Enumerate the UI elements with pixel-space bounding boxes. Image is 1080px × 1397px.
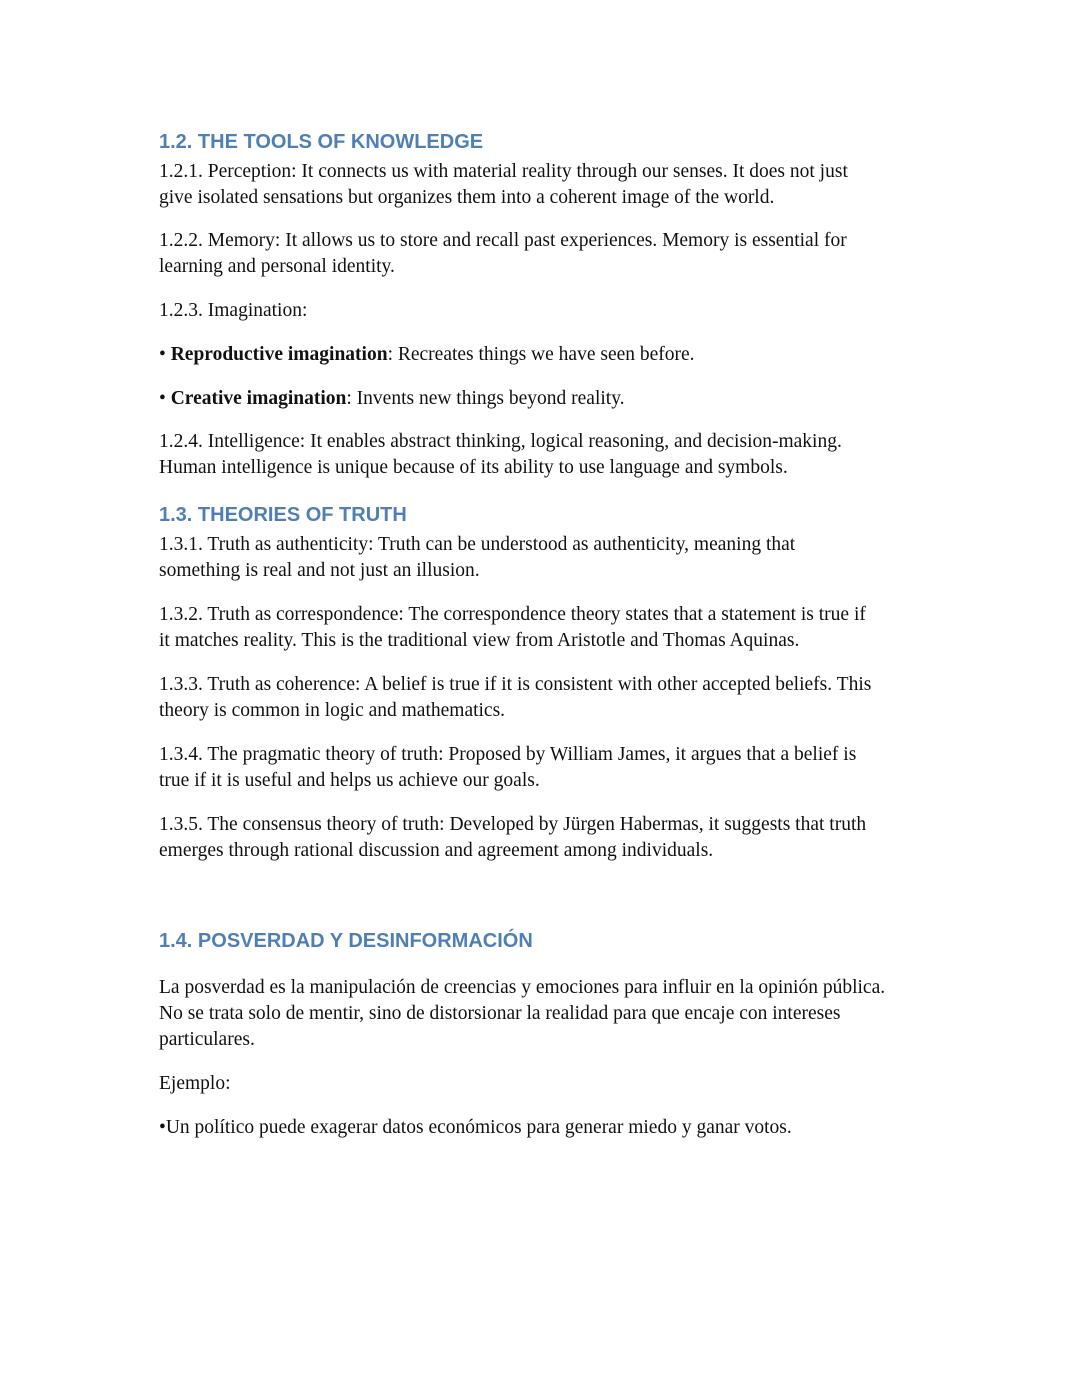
paragraph-line: 1.2.2. Memory: It allows us to store and recall past experiences. Memory is essential for — [159, 230, 847, 251]
paragraph-line: 1.2.4. Intelligence: It enables abstract thinking, logical reasoning, and decision-making. — [159, 431, 842, 452]
bullet-term: Creative imagination — [170, 388, 347, 409]
paragraph-memory — [159, 228, 847, 280]
paragraph-imagination: 1.2.3. Imagination: — [159, 300, 308, 321]
paragraph-line: Human intelligence is unique because of its ability to use language and symbols. — [159, 457, 788, 478]
paragraph-truth-correspondence — [159, 602, 866, 654]
paragraph-line: No se trata solo de mentir, sino de distorsionar la realidad para que encaje con intereses — [159, 1003, 841, 1024]
paragraph-truth-authenticity — [159, 532, 795, 584]
bullet-text: : Invents new things beyond reality. — [346, 388, 625, 409]
bullet-glyph: • — [159, 344, 171, 365]
paragraph-posverdad — [159, 975, 885, 1053]
paragraph-line: true if it is useful and helps us achieve our goals. — [159, 770, 540, 791]
bullet-creative-imagination — [159, 386, 625, 412]
paragraph-perception — [159, 159, 848, 211]
paragraph-pragmatic-theory — [159, 742, 856, 794]
paragraph-line: learning and personal identity. — [159, 256, 395, 277]
paragraph-line: La posverdad es la manipulación de creencias y emociones para influir en la opinión pública. — [159, 977, 886, 998]
heading-tools-of-knowledge: 1.2. THE TOOLS OF KNOWLEDGE — [159, 131, 484, 153]
paragraph-truth-coherence — [159, 672, 871, 724]
paragraph-consensus-theory — [159, 812, 866, 864]
paragraph-line: theory is common in logic and mathematics. — [159, 700, 506, 721]
bullet-example: •Un político puede exagerar datos económicos para generar miedo y ganar votos. — [159, 1117, 792, 1138]
paragraph-line: 1.3.3. Truth as coherence: A belief is true if it is consistent with other accepted beliefs. This — [159, 674, 872, 695]
heading-theories-of-truth: 1.3. THEORIES OF TRUTH — [159, 504, 407, 526]
paragraph-line: give isolated sensations but organizes them into a coherent image of the world. — [159, 187, 775, 208]
paragraph-line: 1.3.2. Truth as correspondence: The correspondence theory states that a statement is true if — [159, 604, 866, 625]
paragraph-line: 1.3.5. The consensus theory of truth: Developed by Jürgen Habermas, it suggests that truth — [159, 814, 867, 835]
bullet-text: : Recreates things we have seen before. — [387, 344, 695, 365]
paragraph-line: it matches reality. This is the traditional view from Aristotle and Thomas Aquinas. — [159, 630, 800, 651]
paragraph-line: 1.2.1. Perception: It connects us with material reality through our senses. It does not just — [159, 161, 848, 182]
paragraph-ejemplo: Ejemplo: — [159, 1073, 231, 1094]
bullet-glyph: • — [159, 388, 171, 409]
paragraph-line: something is real and not just an illusion. — [159, 560, 480, 581]
paragraph-line: 1.3.1. Truth as authenticity: Truth can be understood as authenticity, meaning that — [159, 534, 796, 555]
bullet-reproductive-imagination — [159, 342, 695, 368]
paragraph-line: 1.3.4. The pragmatic theory of truth: Proposed by William James, it argues that a belief is — [159, 744, 857, 765]
paragraph-line: particulares. — [159, 1029, 255, 1050]
heading-posverdad: 1.4. POSVERDAD Y DESINFORMACIÓN — [159, 930, 533, 952]
paragraph-line: emerges through rational discussion and agreement among individuals. — [159, 840, 714, 861]
bullet-term: Reproductive imagination — [170, 344, 388, 365]
paragraph-intelligence — [159, 429, 842, 481]
